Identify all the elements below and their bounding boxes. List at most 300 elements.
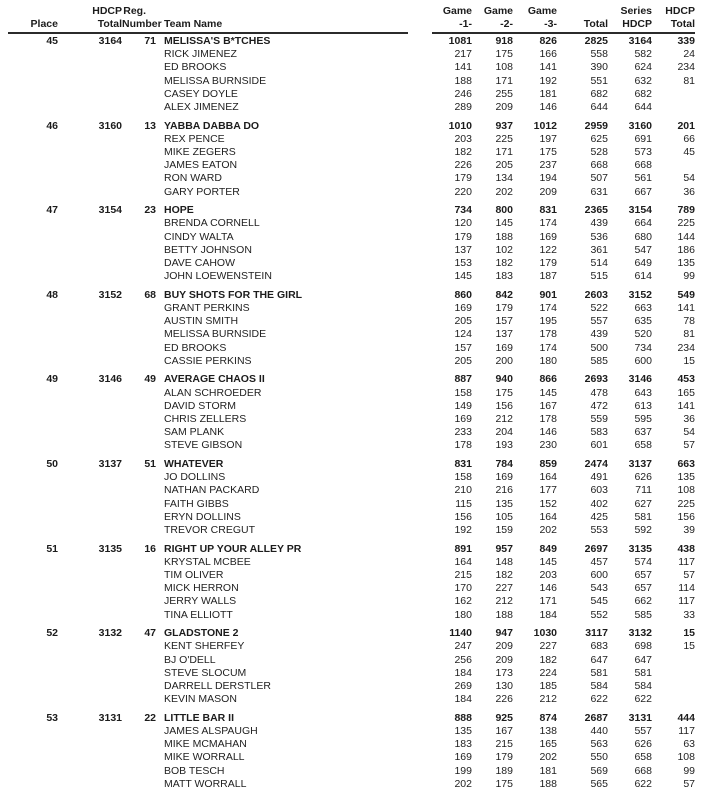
- player-place-spacer: [8, 270, 58, 283]
- player-total: 515: [590, 270, 608, 283]
- player-row: [8, 172, 695, 185]
- player-row: [8, 725, 695, 738]
- player-reg-spacer: [122, 778, 156, 791]
- player-name: DARRELL DERSTLER: [164, 680, 271, 693]
- player-series-hdcp: 635: [634, 315, 652, 328]
- team-total: 2603: [584, 288, 608, 301]
- player-game1: 162: [454, 595, 472, 608]
- player-name: MIKE WORRALL: [164, 751, 245, 764]
- player-reg-spacer: [122, 640, 156, 653]
- player-row: [8, 342, 695, 355]
- team-row: [8, 120, 695, 133]
- player-reg-spacer: [122, 257, 156, 270]
- header-game2-top: Game: [483, 5, 513, 17]
- player-hdcp: 54: [683, 172, 695, 185]
- player-series-hdcp: 680: [634, 230, 652, 243]
- player-reg-spacer: [122, 172, 156, 185]
- player-total: 500: [590, 341, 608, 354]
- player-game2: 212: [495, 413, 513, 426]
- player-name: MATT WORRALL: [164, 777, 247, 790]
- header-game2-label: -2-: [500, 18, 513, 30]
- team-series-hdcp: 3154: [628, 204, 652, 217]
- team-series-hdcp: 3152: [628, 288, 652, 301]
- player-series-hdcp: 613: [634, 399, 652, 412]
- team-hdcp-total: 3146: [98, 373, 122, 386]
- player-name: FAITH GIBBS: [164, 497, 229, 510]
- player-row: [8, 270, 695, 283]
- team-reg-number: 71: [144, 35, 156, 47]
- team-hdcp-total: 3164: [98, 35, 122, 47]
- header-rule-right: [432, 32, 695, 34]
- player-game3: 182: [539, 653, 557, 666]
- header-rule: [8, 31, 695, 35]
- player-place-spacer: [8, 693, 58, 706]
- team-game2: 784: [495, 458, 513, 471]
- header-game1-top: Game: [442, 5, 472, 17]
- player-hdcp: 33: [683, 608, 695, 621]
- player-name: ALAN SCHROEDER: [164, 386, 262, 399]
- player-name: CHRIS ZELLERS: [164, 413, 247, 426]
- player-game2: 105: [495, 510, 513, 523]
- player-place-spacer: [8, 315, 58, 328]
- player-place-spacer: [8, 654, 58, 667]
- player-series-hdcp: 657: [634, 582, 652, 595]
- player-name: TINA ELLIOTT: [164, 608, 233, 621]
- player-game2: 175: [495, 777, 513, 790]
- player-total: 361: [590, 243, 608, 256]
- team-hdcp-total: 3137: [98, 458, 122, 471]
- player-total: 565: [590, 777, 608, 790]
- team-total: 2474: [584, 458, 608, 471]
- team-series-hdcp: 3132: [628, 627, 652, 640]
- player-hdcp: 117: [678, 555, 695, 568]
- player-game2: 209: [495, 640, 513, 653]
- player-row: [8, 75, 695, 88]
- player-hdcp-spacer: [58, 511, 122, 524]
- player-hdcp: 57: [683, 777, 695, 790]
- player-game2: 182: [495, 569, 513, 582]
- team-game3: 859: [539, 458, 557, 471]
- player-game1: 192: [454, 524, 472, 537]
- player-game1: 217: [454, 48, 472, 61]
- player-series-hdcp: 584: [634, 680, 652, 693]
- player-game2: 102: [495, 243, 513, 256]
- team-game3: 866: [539, 373, 557, 386]
- player-game1: 153: [454, 257, 472, 270]
- team-reg-number: 49: [144, 373, 156, 386]
- player-row: [8, 569, 695, 582]
- player-row: [8, 595, 695, 608]
- header-team-label: Team Name: [164, 18, 223, 30]
- player-reg-spacer: [122, 231, 156, 244]
- team-game3: 1030: [533, 627, 557, 640]
- team-total: 2687: [584, 711, 608, 724]
- team-block: [8, 543, 695, 622]
- player-game3: 174: [539, 302, 557, 315]
- player-total: 439: [590, 328, 608, 341]
- team-name: LITTLE BAR II: [164, 711, 234, 724]
- team-series-hdcp: 3137: [628, 458, 652, 471]
- player-game3: 167: [539, 399, 557, 412]
- team-place: 49: [46, 373, 58, 386]
- player-total: 553: [590, 524, 608, 537]
- player-game3: 171: [539, 595, 557, 608]
- player-game3: 178: [539, 413, 557, 426]
- player-reg-spacer: [122, 439, 156, 452]
- header-game3-top: Game: [527, 5, 557, 17]
- player-name: JOHN LOEWENSTEIN: [164, 270, 272, 283]
- player-name: KEVIN MASON: [164, 693, 237, 706]
- player-hdcp-spacer: [58, 680, 122, 693]
- player-total: 647: [590, 653, 608, 666]
- team-total: 2365: [584, 204, 608, 217]
- player-game3: 187: [539, 270, 557, 283]
- player-game2: 209: [495, 653, 513, 666]
- player-row: [8, 48, 695, 61]
- team-total: 2693: [584, 373, 608, 386]
- team-game2: 940: [495, 373, 513, 386]
- player-name: JAMES ALSPAUGH: [164, 725, 258, 738]
- team-game2: 937: [495, 119, 513, 132]
- player-name: CASSIE PERKINS: [164, 354, 252, 367]
- player-hdcp-spacer: [58, 693, 122, 706]
- team-reg-number: 13: [144, 119, 156, 132]
- player-hdcp-spacer: [58, 556, 122, 569]
- team-block: [8, 204, 695, 283]
- player-series-hdcp: 668: [634, 159, 652, 172]
- header-total-top: [557, 5, 608, 18]
- player-hdcp: 39: [683, 524, 695, 537]
- player-hdcp-spacer: [58, 48, 122, 61]
- player-place-spacer: [8, 426, 58, 439]
- player-reg-spacer: [122, 88, 156, 101]
- player-reg-spacer: [122, 609, 156, 622]
- player-game1: 169: [454, 751, 472, 764]
- team-hdcp: 453: [677, 373, 695, 386]
- player-game3: 197: [539, 132, 557, 145]
- player-hdcp-spacer: [58, 302, 122, 315]
- player-rows: [8, 725, 695, 791]
- player-game2: 137: [495, 328, 513, 341]
- player-total: 569: [590, 764, 608, 777]
- team-row: [8, 458, 695, 471]
- player-series-hdcp: 691: [634, 132, 652, 145]
- player-row: [8, 439, 695, 452]
- player-total: 439: [590, 217, 608, 230]
- player-reg-spacer: [122, 400, 156, 413]
- player-reg-spacer: [122, 133, 156, 146]
- player-reg-spacer: [122, 654, 156, 667]
- player-series-hdcp: 658: [634, 751, 652, 764]
- player-game3: 174: [539, 341, 557, 354]
- player-hdcp: 225: [677, 497, 695, 510]
- player-game3: 179: [539, 257, 557, 270]
- player-row: [8, 133, 695, 146]
- player-name: DAVE CAHOW: [164, 257, 235, 270]
- player-hdcp: 117: [678, 725, 695, 738]
- player-game2: 209: [495, 101, 513, 114]
- player-name: MIKE MCMAHAN: [164, 738, 247, 751]
- team-game1: 1140: [449, 627, 472, 640]
- player-total: 585: [590, 354, 608, 367]
- team-series-hdcp: 3164: [628, 35, 652, 47]
- player-game3: 224: [539, 666, 557, 679]
- player-row: [8, 159, 695, 172]
- player-row: [8, 328, 695, 341]
- player-place-spacer: [8, 640, 58, 653]
- player-game3: 146: [539, 426, 557, 439]
- team-total: 2697: [584, 542, 608, 555]
- player-hdcp-spacer: [58, 75, 122, 88]
- team-hdcp: 339: [677, 35, 695, 47]
- player-place-spacer: [8, 413, 58, 426]
- player-total: 581: [590, 666, 608, 679]
- player-place-spacer: [8, 778, 58, 791]
- team-block: [8, 373, 695, 452]
- team-place: 46: [46, 119, 58, 132]
- player-game2: 227: [495, 582, 513, 595]
- player-game1: 205: [454, 354, 472, 367]
- player-series-hdcp: 658: [634, 439, 652, 452]
- player-game3: 178: [539, 328, 557, 341]
- player-name: CINDY WALTA: [164, 230, 234, 243]
- player-series-hdcp: 663: [634, 302, 652, 315]
- player-hdcp: 54: [683, 426, 695, 439]
- player-hdcp-spacer: [58, 61, 122, 74]
- player-series-hdcp: 574: [634, 555, 652, 568]
- player-place-spacer: [8, 511, 58, 524]
- player-place-spacer: [8, 387, 58, 400]
- team-hdcp-total: 3132: [98, 627, 122, 640]
- player-game3: 227: [539, 640, 557, 653]
- player-hdcp: [652, 101, 695, 114]
- player-place-spacer: [8, 231, 58, 244]
- team-total: 2959: [584, 119, 608, 132]
- player-game1: 256: [454, 653, 472, 666]
- player-game3: 237: [539, 159, 557, 172]
- player-place-spacer: [8, 61, 58, 74]
- header-rule-left: [8, 32, 408, 34]
- player-reg-spacer: [122, 75, 156, 88]
- player-name: ED BROOKS: [164, 61, 227, 74]
- player-game2: 202: [495, 185, 513, 198]
- player-hdcp-spacer: [58, 582, 122, 595]
- player-hdcp-spacer: [58, 159, 122, 172]
- player-row: [8, 231, 695, 244]
- player-hdcp: 81: [683, 74, 695, 87]
- player-name: TREVOR CREGUT: [164, 524, 256, 537]
- player-row: [8, 751, 695, 764]
- player-hdcp: 108: [677, 484, 695, 497]
- team-game2: 957: [495, 542, 513, 555]
- team-hdcp: 444: [677, 711, 695, 724]
- player-game2: 173: [495, 666, 513, 679]
- player-series-hdcp: 711: [635, 484, 652, 497]
- player-reg-spacer: [122, 328, 156, 341]
- player-game3: 145: [539, 386, 557, 399]
- player-rows: [8, 387, 695, 453]
- player-reg-spacer: [122, 217, 156, 230]
- team-row: [8, 35, 695, 48]
- team-game2: 800: [495, 204, 513, 217]
- team-total: 3117: [585, 627, 608, 640]
- player-place-spacer: [8, 725, 58, 738]
- player-game2: 159: [495, 524, 513, 537]
- player-game2: 108: [495, 61, 513, 74]
- player-reg-spacer: [122, 101, 156, 114]
- player-game2: 175: [495, 48, 513, 61]
- player-hdcp: 66: [683, 132, 695, 145]
- player-game3: 181: [539, 764, 557, 777]
- player-game1: 199: [454, 764, 472, 777]
- team-block: [8, 627, 695, 706]
- player-series-hdcp: 557: [634, 725, 652, 738]
- player-hdcp: 141: [677, 302, 695, 315]
- team-game1: 891: [454, 542, 472, 555]
- team-hdcp-total: 3135: [98, 542, 122, 555]
- player-hdcp: 57: [683, 439, 695, 452]
- player-hdcp: [652, 693, 695, 706]
- team-block: [8, 458, 695, 537]
- player-game2: 179: [495, 302, 513, 315]
- player-game3: 152: [539, 497, 557, 510]
- player-name: STEVE SLOCUM: [164, 666, 247, 679]
- player-hdcp-spacer: [58, 133, 122, 146]
- team-block: [8, 289, 695, 368]
- player-game2: 182: [495, 257, 513, 270]
- player-name: TIM OLIVER: [164, 569, 224, 582]
- player-game3: 212: [539, 693, 557, 706]
- standings-table: [8, 35, 695, 791]
- player-game3: 146: [539, 101, 557, 114]
- player-series-hdcp: 667: [634, 185, 652, 198]
- player-place-spacer: [8, 342, 58, 355]
- player-total: 551: [590, 74, 608, 87]
- player-series-hdcp: 626: [634, 471, 652, 484]
- player-game2: 171: [495, 74, 513, 87]
- player-game2: 175: [495, 386, 513, 399]
- player-series-hdcp: 698: [634, 640, 652, 653]
- player-row: [8, 400, 695, 413]
- player-total: 584: [590, 680, 608, 693]
- player-game3: 181: [539, 87, 557, 100]
- player-row: [8, 61, 695, 74]
- player-name: DAVID STORM: [164, 399, 236, 412]
- team-hdcp-total: 3152: [98, 288, 122, 301]
- player-game2: 135: [495, 497, 513, 510]
- team-row: [8, 373, 695, 386]
- player-row: [8, 524, 695, 537]
- player-hdcp-spacer: [58, 400, 122, 413]
- player-total: 668: [590, 159, 608, 172]
- player-place-spacer: [8, 680, 58, 693]
- player-game1: 289: [454, 101, 472, 114]
- player-game1: 202: [454, 777, 472, 790]
- player-place-spacer: [8, 186, 58, 199]
- player-row: [8, 609, 695, 622]
- header-hdcptotal-top: HDCP: [665, 5, 695, 17]
- player-reg-spacer: [122, 511, 156, 524]
- player-game1: 135: [454, 725, 472, 738]
- player-place-spacer: [8, 569, 58, 582]
- team-place: 53: [46, 711, 58, 724]
- player-total: 631: [590, 185, 608, 198]
- player-total: 682: [590, 87, 608, 100]
- player-row: [8, 640, 695, 653]
- player-total: 543: [590, 582, 608, 595]
- player-game3: 209: [539, 185, 557, 198]
- player-hdcp: 135: [677, 471, 695, 484]
- player-total: 625: [590, 132, 608, 145]
- player-total: 491: [590, 471, 608, 484]
- player-reg-spacer: [122, 556, 156, 569]
- player-game2: 169: [495, 471, 513, 484]
- player-place-spacer: [8, 524, 58, 537]
- player-name: STEVE GIBSON: [164, 439, 243, 452]
- player-hdcp-spacer: [58, 667, 122, 680]
- player-game3: 184: [539, 608, 557, 621]
- player-game3: 146: [539, 582, 557, 595]
- player-hdcp: 45: [683, 146, 695, 159]
- player-hdcp-spacer: [58, 738, 122, 751]
- player-hdcp-spacer: [58, 244, 122, 257]
- player-total: 550: [590, 751, 608, 764]
- player-game1: 145: [454, 270, 472, 283]
- team-place: 52: [46, 627, 58, 640]
- team-reg-number: 47: [144, 627, 156, 640]
- player-name: BJ O'DELL: [164, 653, 216, 666]
- player-hdcp: [652, 667, 695, 680]
- player-hdcp-spacer: [58, 257, 122, 270]
- player-hdcp-spacer: [58, 270, 122, 283]
- player-reg-spacer: [122, 471, 156, 484]
- header-hdcptotal-label: Total: [670, 18, 695, 30]
- player-hdcp: 63: [683, 738, 695, 751]
- player-game2: 134: [495, 172, 513, 185]
- player-hdcp: 15: [683, 354, 695, 367]
- player-row: [8, 778, 695, 791]
- player-hdcp-spacer: [58, 315, 122, 328]
- player-place-spacer: [8, 355, 58, 368]
- player-row: [8, 667, 695, 680]
- player-total: 425: [590, 510, 608, 523]
- player-hdcp: 108: [677, 751, 695, 764]
- player-reg-spacer: [122, 765, 156, 778]
- player-hdcp: 141: [677, 399, 695, 412]
- player-total: 644: [590, 101, 608, 114]
- player-reg-spacer: [122, 582, 156, 595]
- team-hdcp-total: 3131: [98, 711, 122, 724]
- player-game1: 247: [454, 640, 472, 653]
- player-game1: 164: [454, 555, 472, 568]
- player-game1: 158: [454, 386, 472, 399]
- player-name: BOB TESCH: [164, 764, 225, 777]
- team-reg-number: 51: [144, 458, 156, 471]
- player-game2: 226: [495, 693, 513, 706]
- player-series-hdcp: 647: [634, 653, 652, 666]
- player-hdcp-spacer: [58, 387, 122, 400]
- player-series-hdcp: 581: [634, 510, 652, 523]
- team-total: 2825: [584, 35, 608, 47]
- team-game3: 901: [539, 288, 557, 301]
- player-row: [8, 426, 695, 439]
- team-row: [8, 204, 695, 217]
- player-game2: 204: [495, 426, 513, 439]
- player-game1: 124: [454, 328, 472, 341]
- player-hdcp: 225: [677, 217, 695, 230]
- player-row: [8, 680, 695, 693]
- player-place-spacer: [8, 751, 58, 764]
